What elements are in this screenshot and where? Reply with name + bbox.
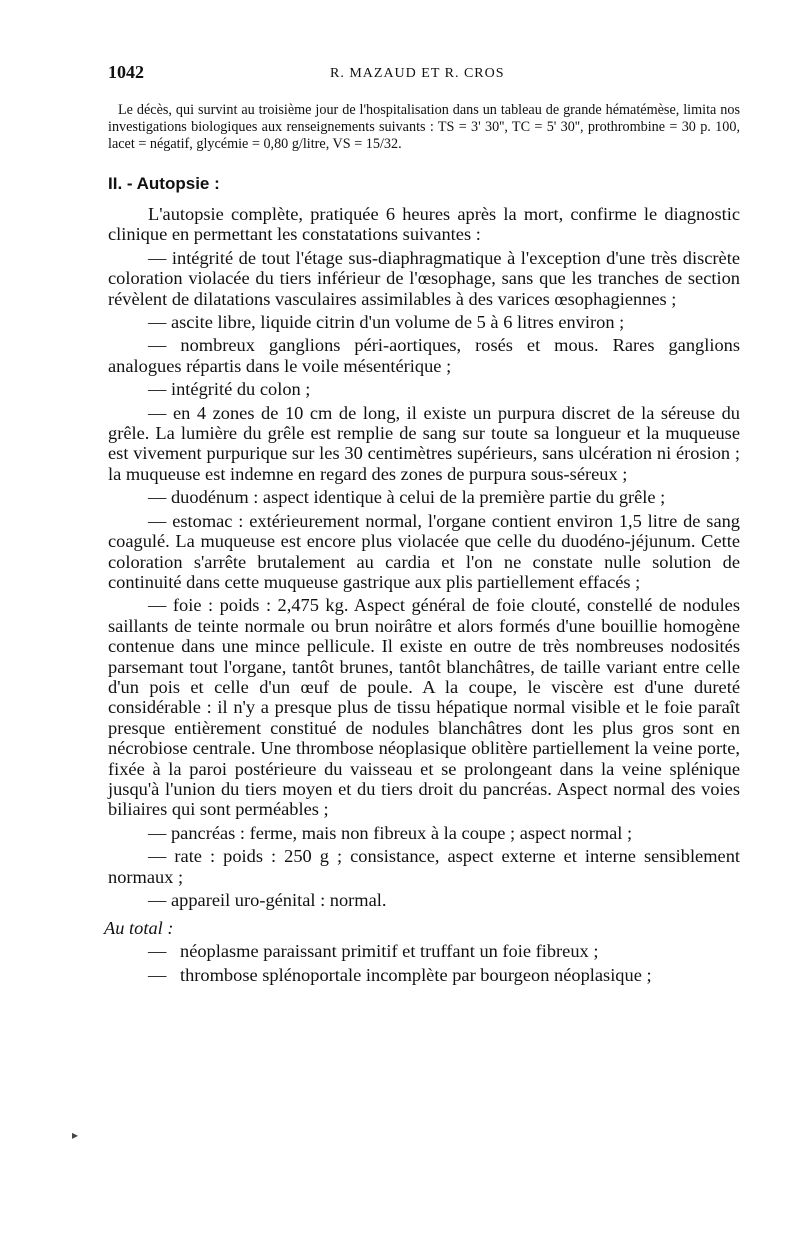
total-item xyxy=(148,965,740,986)
paragraph: — foie : poids : 2,475 kg. Aspect général de foie clouté, constellé de nodules saillants de teinte normale ou brun noirâtre et alors formés d'une bouillie homogène contenue dans une mince pellicule. Il existe en outre de très nombreuses nodosités parsemant tout l'organe, tantôt brunes, tantôt blanchâtres, de taille variant entre celle d'un pois et celle d'un œuf de poule. A la coupe, le viscère est d'une dureté considérable : il n'y a presque plus de tissu hépatique normal visible et le foie paraît presque entièrement constitué de nodules blanchâtres dont les plus gros sont en nécrobiose centrale. Une thrombose néoplasique oblitère partiellement la veine porte, fixée à la paroi postérieure du vaisseau et se prolongeant dans la veine splénique jusqu'à l'union du tiers moyen et du tiers droit du pancréas. Aspect normal des voies biliaires qui sont perméables ; xyxy=(108,595,740,820)
margin-speck: ▸ xyxy=(72,1128,79,1142)
total-item-text: néoplasme paraissant primitif et truffant un foie fibreux ; xyxy=(180,941,599,962)
paragraph: — en 4 zones de 10 cm de long, il existe un purpura discret de la séreuse du grêle. La lumière du grêle est remplie de sang sur toute sa longueur et la muqueuse est vivement purpurique sur les 30 centimètres supérieurs, sans ulcération ni érosion ; la muqueuse est indemne en regard des zones de purpura sous-séreux ; xyxy=(108,402,740,484)
dash-marker: — xyxy=(148,965,167,986)
paragraph: — nombreux ganglions péri-aortiques, rosés et mous. Rares ganglions analogues répartis dans le voile mésentérique ; xyxy=(108,335,740,376)
running-head: R. MAZAUD ET R. CROS xyxy=(330,66,505,81)
total-heading: Au total : xyxy=(104,918,174,939)
total-item xyxy=(148,941,740,962)
paragraph: — intégrité de tout l'étage sus-diaphragmatique à l'exception d'une très discrète coloration violacée du tiers inférieur de l'œsophage, sans que les tranches de section révèlent de dilatations vasculaires assimilables à des varices œsophagiennes ; xyxy=(108,247,740,309)
intro-paragraph: Le décès, qui survint au troisième jour de l'hospitalisation dans un tableau de grande hématémèse, limita nos investigations biologiques aux renseignements suivants : TS = 3' 30'', TC = 5' 30'', prothrombine = 30 p. 100, lacet = négatif, glycémie = 0,80 g/litre, VS = 15/32. xyxy=(108,102,740,152)
paragraph: L'autopsie complète, pratiquée 6 heures après la mort, confirme le diagnostic clinique en permettant les constatations suivantes : xyxy=(108,204,740,245)
paragraph: — appareil uro-génital : normal. xyxy=(148,890,387,910)
paragraph: — ascite libre, liquide citrin d'un volume de 5 à 6 litres environ ; xyxy=(148,312,625,333)
page-header xyxy=(108,62,740,88)
page-number: 1042 xyxy=(108,62,144,82)
section-title: II. - Autopsie : xyxy=(108,174,220,193)
paragraph: — pancréas : ferme, mais non fibreux à la coupe ; aspect normal ; xyxy=(148,822,633,843)
document-page xyxy=(104,62,740,989)
dash-marker: — xyxy=(148,941,167,962)
paragraph: — estomac : extérieurement normal, l'organe contient environ 1,5 litre de sang coagulé. La muqueuse est encore plus violacée que celle du duodéno-jéjunum. Cette coloration s'arrête brutalement au cardia et l'on ne constate nulle solution de continuité dans cette muqueuse gastrique aux plis partiellement effacés ; xyxy=(108,510,740,592)
autopsy-body xyxy=(108,204,740,910)
paragraph: — intégrité du colon ; xyxy=(148,379,311,400)
paragraph: — rate : poids : 250 g ; consistance, aspect externe et interne sensiblement normaux ; xyxy=(108,846,740,887)
paragraph: — duodénum : aspect identique à celui de la première partie du grêle ; xyxy=(148,487,666,508)
total-item-text: thrombose splénoportale incomplète par bourgeon néoplasique ; xyxy=(180,965,652,986)
